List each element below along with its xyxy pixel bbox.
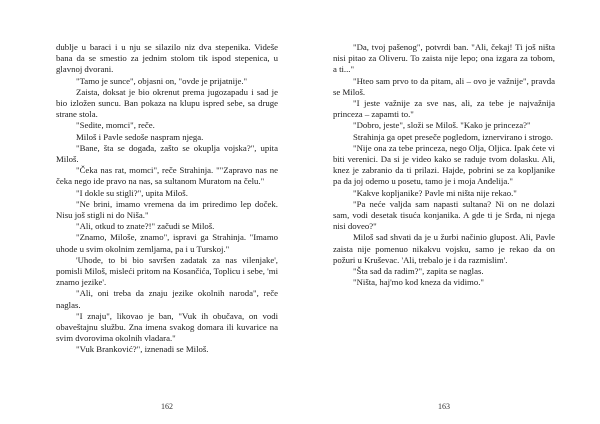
paragraph: "Čeka nas rat, momci", reče Strahinja. ""Zapravo nas ne čeka nego ide pravo na nas, sa sultanom Muratom na čelu."	[56, 165, 278, 187]
left-page	[56, 42, 278, 410]
paragraph: "Bane, šta se događa, zašto se okuplja vojska?", upita Miloš.	[56, 142, 278, 165]
page-number: 163	[438, 402, 450, 411]
paragraph: "I znaju", likovao je ban, "Vuk ih obučava, on vodi obaveštajnu službu. Zna imena svakog domara ili kuvarice na svim dvorovima okolnih vladara."	[56, 310, 278, 344]
paragraph: "Vuk Branković?", iznenadi se Miloš.	[76, 344, 209, 355]
paragraph: "Sedite, momci", reče.	[76, 120, 155, 131]
paragraph: 'Uhode, to bi bio savršen zadatak za nas vilenjake', pomisli Miloš, misleći pritom na Kosančića, Toplicu i sebe, 'mi znamo jezike'.	[56, 254, 278, 288]
paragraph: "Pa neće valjda sam napasti sultana? Ni on ne dolazi sam, vodi desetak tisuća konjanika. A gde ti je Srđa, ni njega nisi doveo?"	[333, 198, 555, 232]
paragraph: "Kakve kopljanike? Pavle mi ništa nije rekao."	[353, 187, 517, 198]
paragraph: Miloš i Pavle sedoše naspram njega.	[76, 131, 204, 142]
paragraph: "Šta sad da radim?", zapita se naglas.	[353, 266, 484, 277]
paragraph: "Ali, otkud to znate?!" začudi se Miloš.	[76, 221, 215, 232]
paragraph: Zaista, doksat je bio okrenut prema jugozapadu i sad je bio izložen suncu. Ban pokaza na klupu ispred sebe, sa druge strane stola.	[56, 86, 278, 120]
paragraph: "Ništa, haj'mo kod kneza da vidimo."	[353, 277, 484, 288]
right-page	[333, 42, 555, 410]
paragraph: "Ne brini, imamo vremena da im priredimo lep doček. Nisu još stigli ni do Niša."	[56, 198, 278, 221]
paragraph: "Ali, oni treba da znaju jezike okolnih naroda", reče naglas.	[56, 288, 278, 310]
paragraph: "Znamo, Miloše, znamo", ispravi ga Strahinja. "Imamo uhode u svim okolnim zemljama, pa i u Turskoj."	[56, 232, 278, 254]
page-number: 162	[161, 402, 173, 411]
paragraph: "Tamo je sunce", objasni on, "ovde je prijatnije."	[76, 75, 248, 86]
paragraph: "Da, tvoj pašenog", potvrdi ban. "Ali, čekaj! Ti još ništa nisi pitao za Oliveru. To zaista nije lepo; ona izgara za tobom, a ti..."	[333, 42, 555, 75]
paragraph: "Hteo sam prvo to da pitam, ali – ovo je važnije", pravda se Miloš.	[333, 75, 555, 97]
right-page-text	[333, 42, 555, 288]
paragraph: Strahinja ga opet preseče pogledom, iznervirano i strogo.	[353, 131, 553, 142]
paragraph: "I jeste važnije za sve nas, ali, za tebe je najvažnija princeza – zapamti to."	[333, 98, 555, 120]
left-page-text	[56, 42, 278, 356]
paragraph: Miloš sad shvati da je u žurbi načinio glupost. Ali, Pavle zaista nije pomenuo nikakvu vojsku, samo je rekao da on požuri u Kruševac. 'Ali, trebalo je i da razmislim'.	[333, 232, 555, 265]
paragraph: "Nije ona za tebe princeza, nego Olja, Oljica. Ipak ćete vi biti verenici. Da si je video kako se raduje tvom dolasku. Ali, knez je zabranio da ti prilazi. Hajde, pobrini se za kopljanike pa da joj odemo u posetu, tamo je i moja Anđelija."	[333, 142, 555, 187]
paragraph: "Dobro, jeste", složi se Miloš. "Kako je princeza?"	[353, 120, 531, 131]
paragraph: "I dokle su stigli?", upita Miloš.	[76, 187, 188, 198]
paragraph: dublje u baraci i u nju se silazilo niz dva stepenika. Videše bana da se smestio za jednim stolom tik ispod stepenica, u glavnoj dvorani.	[56, 42, 278, 75]
